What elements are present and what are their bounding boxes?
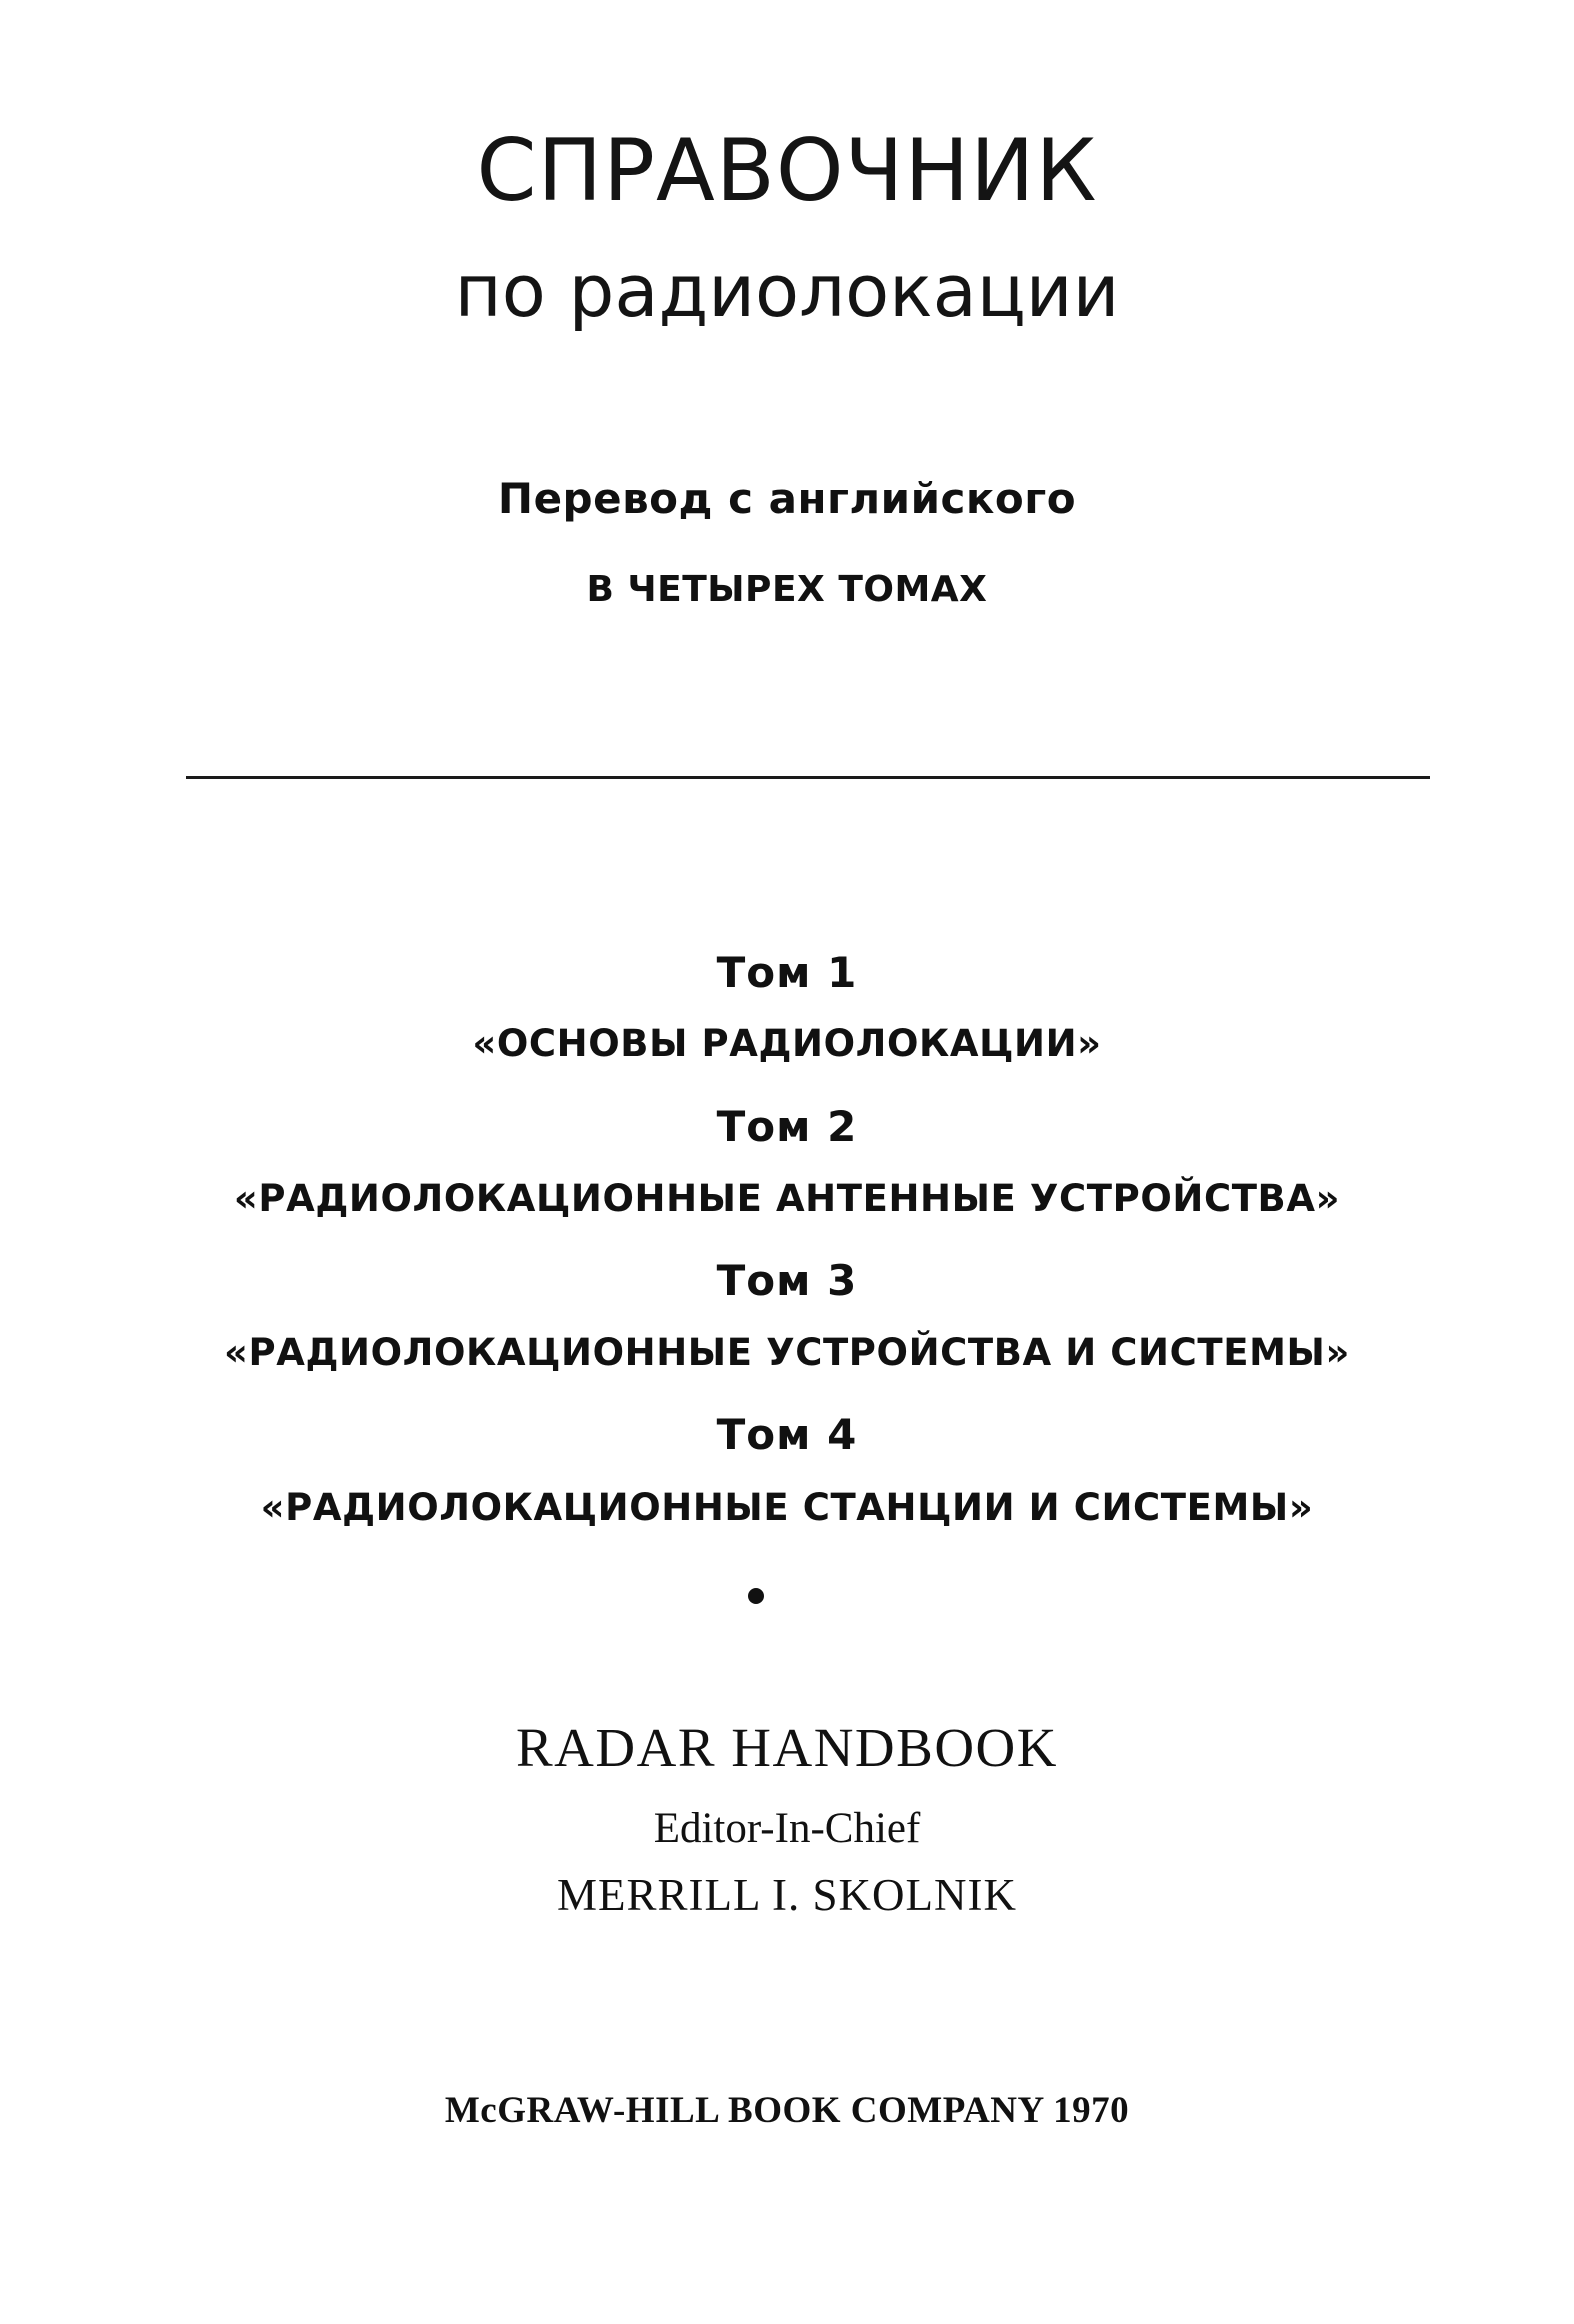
volume-2-title: «РАДИОЛОКАЦИОННЫЕ АНТЕННЫЕ УСТРОЙСТВА» (233, 1177, 1341, 1220)
publisher-line: McGRAW-HILL BOOK COMPANY 1970 (444, 2090, 1130, 2131)
volume-4-title: «РАДИОЛОКАЦИОННЫЕ СТАНЦИИ И СИСТЕМЫ» (260, 1486, 1314, 1529)
volume-1-title: «ОСНОВЫ РАДИОЛОКАЦИИ» (472, 1022, 1102, 1065)
volumes-count: В ЧЕТЫРЕХ ТОМАХ (586, 569, 988, 610)
book-subtitle: по радиолокации (454, 249, 1120, 333)
horizontal-divider (186, 776, 1430, 779)
book-title: СПРАВОЧНИК (476, 121, 1098, 221)
volume-3-label: Том 3 (716, 1256, 858, 1305)
editor-name: MERRILL I. SKOLNIK (556, 1870, 1018, 1920)
volume-4-label: Том 4 (716, 1410, 858, 1459)
original-title: RADAR HANDBOOK (516, 1717, 1058, 1778)
volume-2-label: Том 2 (716, 1102, 858, 1151)
bullet-separator (748, 1588, 764, 1604)
volume-3-title: «РАДИОЛОКАЦИОННЫЕ УСТРОЙСТВА И СИСТЕМЫ» (224, 1331, 1350, 1374)
editor-label: Editor-In-Chief (653, 1805, 921, 1852)
translation-note: Перевод с английского (497, 474, 1077, 523)
volume-1-label: Том 1 (716, 948, 858, 997)
